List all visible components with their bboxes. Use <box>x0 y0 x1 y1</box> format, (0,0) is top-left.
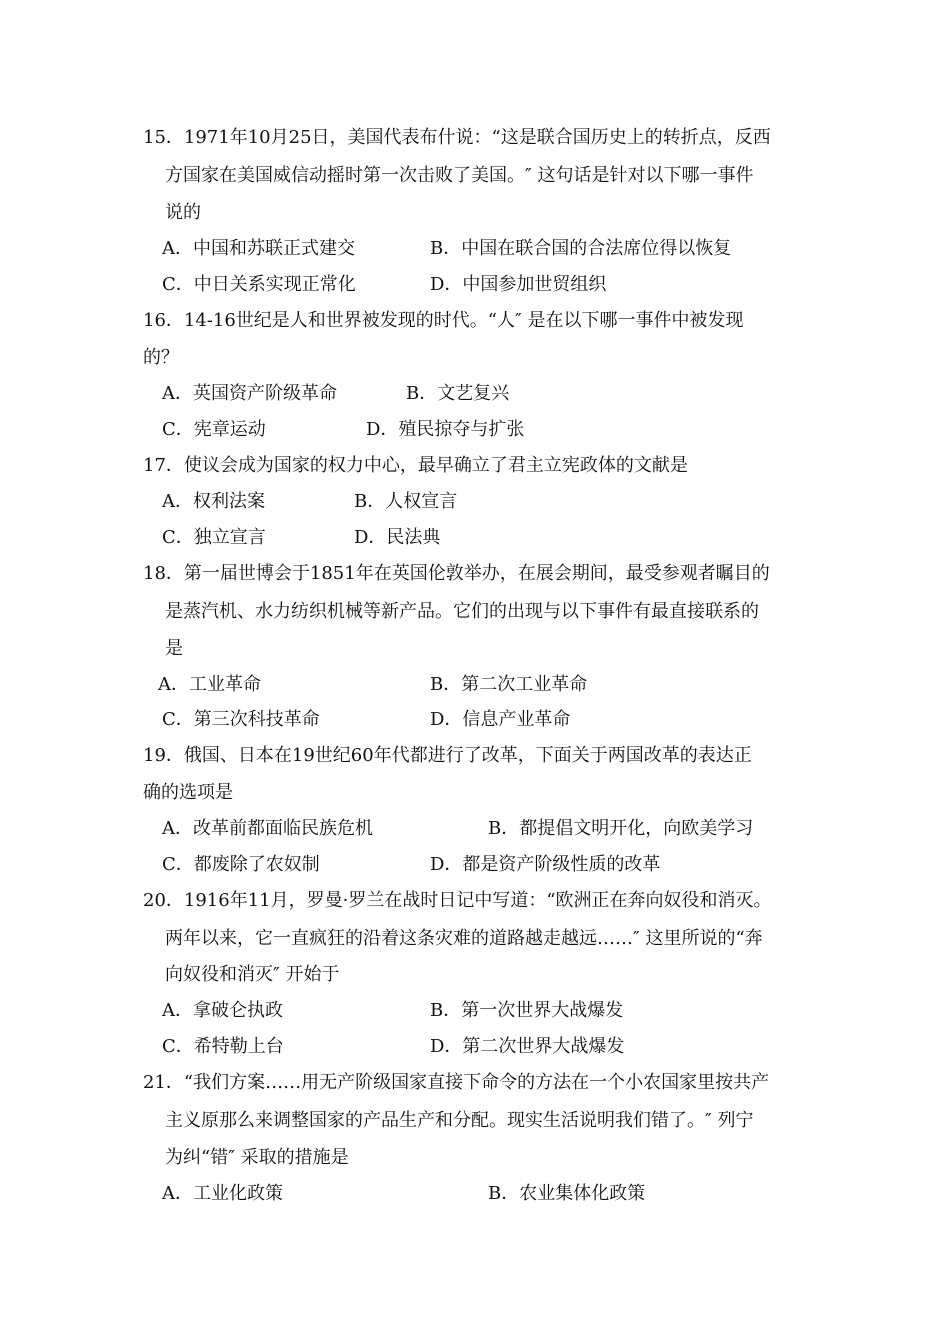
q20-stem-line-3: 向奴役和消灭″ 开始于 <box>165 964 340 985</box>
q18-stem-line-2: 是蒸汽机、水力纺织机械等新产品。它们的出现与以下事件有最直接联系的 <box>165 601 759 622</box>
q18-option-a: A．工业革命 <box>158 674 261 695</box>
q18-stem-line-1: 18．第一届世博会于1851年在英国伦敦举办，在展会期间，最受参观者瞩目的 <box>143 563 770 584</box>
q16-stem-line-1: 16．14-16世纪是人和世界被发现的时代。“人″ 是在以下哪一事件中被发现 <box>143 310 744 331</box>
q16-option-b: B．文艺复兴 <box>406 383 510 404</box>
q19-stem-line-2: 确的选项是 <box>143 782 233 803</box>
q15-stem-line-1: 15．1971年10月25日，美国代表布什说：“这是联合国历史上的转折点，反西 <box>143 127 771 148</box>
q16-option-a: A．英国资产阶级革命 <box>162 383 337 404</box>
q15-option-c: C．中日关系实现正常化 <box>162 274 356 295</box>
q20-option-d: D．第二次世界大战爆发 <box>430 1036 625 1057</box>
q21-stem-line-1: 21．“我们方案……用无产阶级国家直接下命令的方法在一个小农国家里按共产 <box>143 1072 770 1093</box>
q21-option-a: A．工业化政策 <box>162 1183 283 1204</box>
q19-option-c: C．都废除了农奴制 <box>162 854 320 875</box>
q20-stem-line-1: 20．1916年11月，罗曼·罗兰在战时日记中写道：“欧洲正在奔向奴役和消灭。 <box>143 890 772 911</box>
q17-option-a: A．权利法案 <box>162 491 265 512</box>
q20-stem-line-2: 两年以来，它一直疯狂的沿着这条灾难的道路越走越远……″ 这里所说的“奔 <box>165 928 763 949</box>
q15-stem-line-2: 方国家在美国威信动摇时第一次击败了美国。″ 这句话是针对以下哪一事件 <box>165 165 754 186</box>
q16-option-c: C．宪章运动 <box>162 419 266 440</box>
q19-option-b: B．都提倡文明开化，向欧美学习 <box>488 818 754 839</box>
q18-option-d: D．信息产业革命 <box>430 709 571 730</box>
q18-option-c: C．第三次科技革命 <box>162 709 320 730</box>
q15-option-b: B．中国在联合国的合法席位得以恢复 <box>430 238 732 259</box>
q17-option-b: B．人权宣言 <box>354 491 458 512</box>
q20-option-c: C．希特勒上台 <box>162 1036 284 1057</box>
q17-stem-line-1: 17．使议会成为国家的权力中心，最早确立了君主立宪政体的文献是 <box>143 455 688 476</box>
q15-option-a: A．中国和苏联正式建交 <box>162 238 355 259</box>
q16-stem-line-2: 的？ <box>143 347 179 368</box>
q21-stem-line-2: 主义原那么来调整国家的产品生产和分配。现实生活说明我们错了。″ 列宁 <box>165 1110 754 1131</box>
q19-option-a: A．改革前都面临民族危机 <box>162 818 373 839</box>
q18-stem-line-3: 是 <box>165 638 183 659</box>
q20-option-b: B．第一次世界大战爆发 <box>430 1000 624 1021</box>
q15-stem-line-3: 说的 <box>165 202 201 223</box>
q21-option-b: B．农业集体化政策 <box>488 1183 646 1204</box>
q18-option-b: B．第二次工业革命 <box>430 674 588 695</box>
q19-stem-line-1: 19．俄国、日本在19世纪60年代都进行了改革，下面关于两国改革的表达正 <box>143 745 752 766</box>
q16-option-d: D．殖民掠夺与扩张 <box>366 419 525 440</box>
q15-option-d: D．中国参加世贸组织 <box>430 274 607 295</box>
q21-stem-line-3: 为纠“错″ 采取的措施是 <box>165 1147 349 1168</box>
q17-option-c: C．独立宣言 <box>162 527 266 548</box>
q20-option-a: A．拿破仑执政 <box>162 1000 283 1021</box>
q17-option-d: D．民法典 <box>354 527 441 548</box>
q19-option-d: D．都是资产阶级性质的改革 <box>430 854 661 875</box>
